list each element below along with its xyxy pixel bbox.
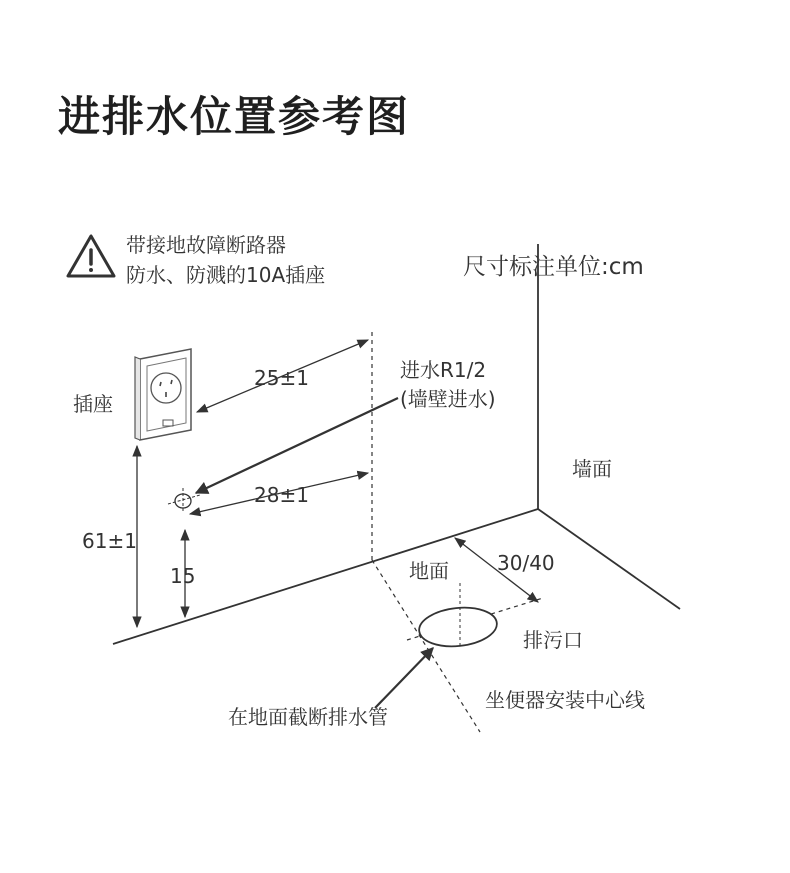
warning-triangle-icon	[68, 236, 114, 276]
page-title: 进排水位置参考图	[58, 92, 411, 141]
inlet-callout-arrow	[196, 398, 398, 493]
water-inlet-label-line1: 进水R1/2	[400, 358, 487, 382]
dim-inlet-height-label: 15	[170, 564, 196, 588]
socket-label: 插座	[73, 392, 113, 416]
room-outline	[113, 244, 680, 644]
cut-pipe-label: 在地面截断排水管	[228, 705, 388, 729]
dim-inlet-offset-label: 28±1	[254, 483, 309, 507]
wall-socket-icon	[135, 349, 191, 440]
floor-side-edge	[538, 509, 680, 609]
warning-text-line1: 带接地故障断路器	[126, 233, 286, 257]
cut-pipe-callout-arrow	[375, 648, 433, 708]
water-inlet-icon	[168, 488, 200, 513]
wall-label: 墙面	[572, 457, 612, 481]
dim-socket-height-label: 61±1	[82, 529, 137, 553]
drain-outlet-icon	[417, 583, 499, 650]
dim-drain-distance-label: 30/40	[497, 551, 555, 575]
dim-socket-offset-label: 25±1	[254, 366, 309, 390]
water-inlet-label-line2: (墙壁进水)	[400, 387, 496, 411]
drain-label: 排污口	[523, 628, 583, 652]
centerline-label: 坐便器安装中心线	[485, 688, 645, 712]
floor-label: 地面	[409, 559, 449, 583]
unit-note: 尺寸标注单位:cm	[463, 254, 644, 280]
warning-text-line2: 防水、防溅的10A插座	[126, 263, 326, 287]
